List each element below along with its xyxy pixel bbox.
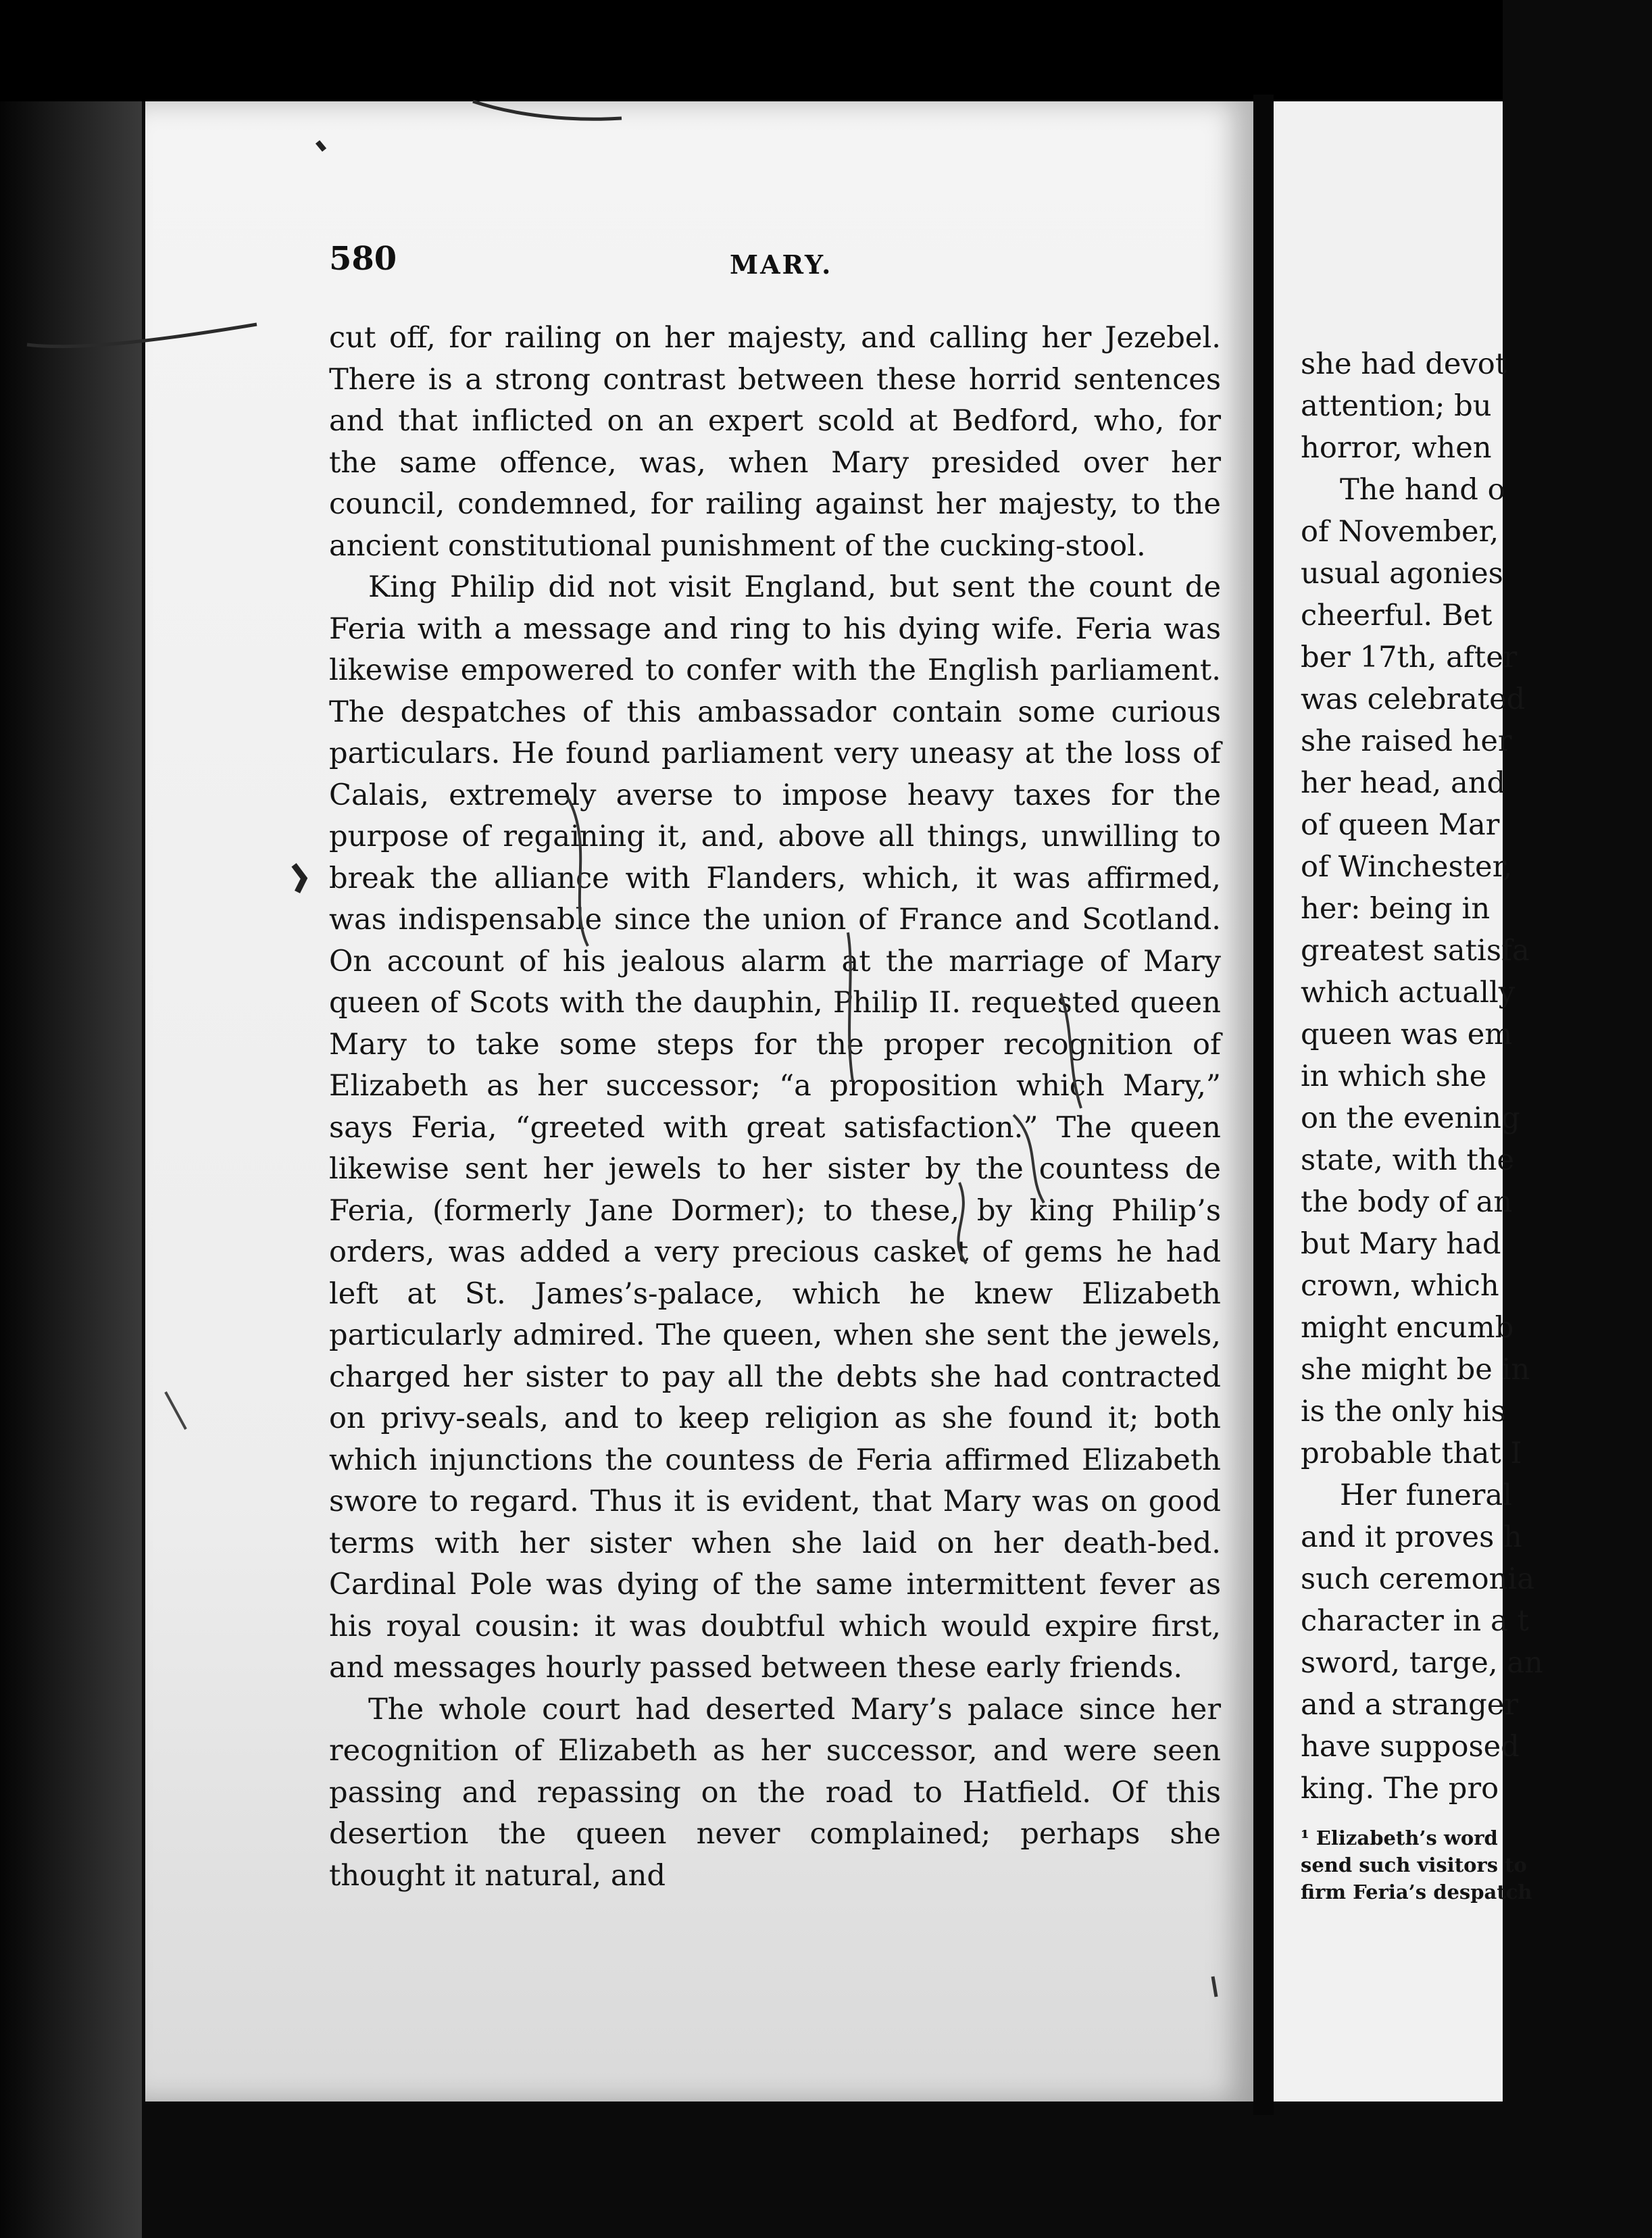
right-line: sword, targe, an — [1301, 1646, 1543, 1680]
right-line: crown, which — [1301, 1269, 1499, 1303]
main-text-block — [329, 318, 1221, 1897]
right-line: she might be in — [1301, 1353, 1530, 1387]
right-line: have supposed — [1301, 1730, 1520, 1764]
right-line: but Mary had — [1301, 1227, 1501, 1261]
right-line: king. The pro — [1301, 1772, 1499, 1806]
right-page-footnote — [1301, 1824, 1652, 1906]
scan-dark-margin — [0, 0, 142, 2238]
right-line: queen was em — [1301, 1018, 1513, 1051]
right-line: was celebrated — [1301, 682, 1526, 716]
right-line: cheerful. Bet — [1301, 599, 1493, 632]
right-line: Her funeral — [1340, 1478, 1512, 1512]
right-line: horror, when — [1301, 431, 1492, 465]
right-page-text — [1301, 343, 1652, 1810]
right-line: of November, — [1301, 515, 1499, 549]
paragraph-3: The whole court had deserted Mary’s palace since her recognition of Elizabeth as her successor, and were seen passing and repassing on the road to Hatfield. Of this desertion the queen never complained; perhaps she thought it natural, and — [329, 1692, 1221, 1893]
footnote-line: ¹ Elizabeth’s word — [1301, 1826, 1498, 1849]
right-line: her head, and — [1301, 766, 1506, 800]
right-line: the body of an — [1301, 1185, 1513, 1219]
running-head — [0, 240, 1503, 280]
right-line: which actually — [1301, 976, 1516, 1010]
right-line: and a stranger — [1301, 1688, 1518, 1722]
right-line: of queen Mar — [1301, 808, 1500, 842]
page-number: 580 — [329, 240, 397, 278]
right-line: attention; bu — [1301, 389, 1492, 423]
right-line: usual agonies — [1301, 557, 1503, 591]
right-line: might encumb — [1301, 1311, 1514, 1345]
book-gutter — [1253, 95, 1274, 2115]
right-line: state, with the — [1301, 1143, 1515, 1177]
right-line: greatest satisfa — [1301, 934, 1530, 968]
right-line: such ceremonia — [1301, 1562, 1534, 1596]
right-line: her: being in — [1301, 892, 1491, 926]
right-line: is the only his — [1301, 1395, 1506, 1428]
footnote-line: send such visitors to — [1301, 1854, 1527, 1876]
right-line: in which she — [1301, 1060, 1487, 1093]
footnote-line: firm Feria’s despatch — [1301, 1881, 1532, 1904]
paragraph-1: cut off, for railing on her majesty, and calling her Jezebel. There is a strong contrast between these horrid sentences and that inflicted on an expert scold at Bedford, who, for the same offence, was, when Mary presided over her council, condemned, for railing against her majesty, to the ancient constitutional punishment of the cucking-stool. — [329, 321, 1221, 563]
right-line: The hand o — [1340, 473, 1505, 507]
right-line: character in a t — [1301, 1604, 1529, 1638]
right-line: probable that I — [1301, 1437, 1522, 1470]
scan-dark-top — [0, 0, 1503, 101]
right-line: on the evening — [1301, 1101, 1520, 1135]
right-line: and it proves h — [1301, 1520, 1522, 1554]
right-line: she raised her — [1301, 724, 1512, 758]
right-line: ber 17th, after — [1301, 641, 1518, 674]
paragraph-2: King Philip did not visit England, but sent the count de Feria with a message and ring to his dying wife. Feria was likewise empowered to confer with the English parliament. The despatches of this ambassador contain some curious particulars. He found parliament very uneasy at the loss of Calais, extremely averse to impose heavy taxes for the purpose of regaining it, and, above all things, unwilling to break the alliance with Flanders, which, it was affirmed, was indispensable since the union of France and Scotland. On account of his jealous alarm at the marriage of Mary queen of Scots with the dauphin, Philip II. requested queen Mary to take some steps for the proper recognition of Elizabeth as her successor; “a proposition which Mary,” says Feria, “greeted with great satisfaction.” The queen likewise sent her jewels to her sister by the countess de Feria, (formerly Jane Dormer); to these, by king Philip’s orders, was added a very precious casket of gems he had left at St. James’s-palace, which he knew Elizabeth particularly admired. The queen, when she sent the jewels, charged her sister to pay all the debts she had contracted on privy-seals, and to keep religion as she found it; both which injunctions the countess de Feria affirmed Elizabeth swore to regard. Thus it is evident, that Mary was on good terms with her sister when she laid on her death-bed. Cardinal Pole was dying of the same intermittent fever as his royal cousin: it was doubtful which would expire first, and messages hourly passed between these early friends. — [329, 570, 1221, 1685]
right-line: she had devot — [1301, 347, 1507, 381]
right-line: of Winchester, — [1301, 850, 1513, 884]
running-title: MARY. — [730, 249, 833, 280]
